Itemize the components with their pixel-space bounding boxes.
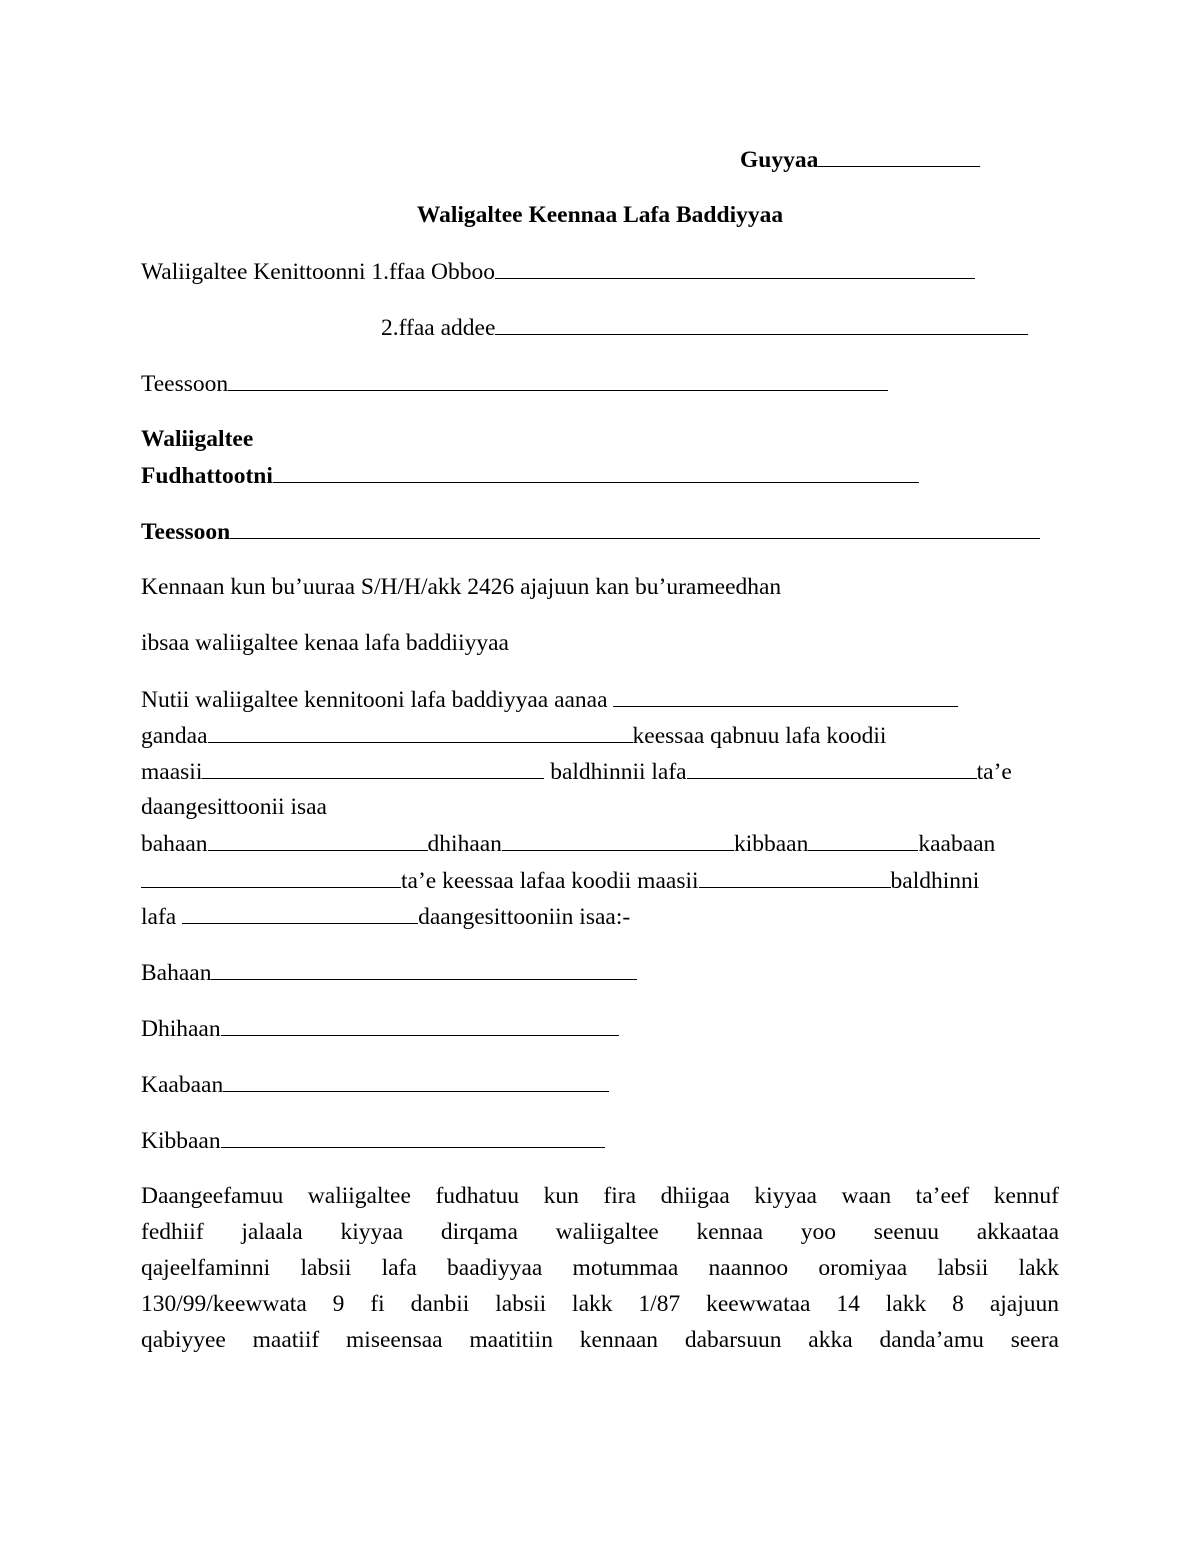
closing-word: qabiyyee bbox=[141, 1327, 226, 1353]
parcel-code-blank bbox=[202, 757, 544, 779]
district-blank bbox=[613, 685, 958, 707]
east-blank bbox=[208, 829, 428, 851]
date-label: Guyyaa bbox=[740, 147, 819, 173]
land-size-blank-2 bbox=[182, 902, 418, 924]
closing-line-3: qajeelfaminni labsii lafa baadiyyaa motummaa naannoo oromiyaa labsii lakk bbox=[141, 1255, 1059, 1281]
intro-line-2: ibsaa waliigaltee kenaa lafa baddiiyyaa bbox=[141, 630, 509, 656]
desc-line-3 bbox=[141, 757, 1012, 786]
desc-text: ta’e keessaa lafaa koodii maasii bbox=[401, 868, 699, 894]
giver-address-line bbox=[141, 369, 888, 398]
giver-line bbox=[141, 257, 975, 286]
kebele-blank bbox=[208, 721, 633, 743]
boundary-south-line bbox=[141, 1126, 605, 1155]
north-blank bbox=[141, 866, 401, 888]
boundary-north-blank bbox=[223, 1070, 609, 1092]
giver-label: Waliigaltee Kenittoonni 1.ffaa Obboo bbox=[141, 259, 495, 285]
desc-line-6 bbox=[141, 866, 979, 895]
desc-line-7 bbox=[141, 902, 630, 931]
closing-word: maatiif bbox=[252, 1327, 320, 1353]
desc-text: dhihaan bbox=[427, 831, 502, 857]
desc-text: maasii bbox=[141, 759, 203, 785]
boundary-west-blank bbox=[221, 1014, 619, 1036]
boundary-east-blank bbox=[211, 958, 637, 980]
boundary-east-line bbox=[141, 958, 637, 987]
second-giver-label: 2.ffaa addee bbox=[381, 315, 496, 341]
desc-line-1 bbox=[141, 685, 958, 714]
second-giver-line bbox=[381, 313, 1028, 342]
desc-text: bahaan bbox=[141, 831, 208, 857]
document-title: Waligaltee Keennaa Lafa Baddiyyaa bbox=[416, 202, 784, 228]
boundary-south-blank bbox=[221, 1126, 605, 1148]
closing-line-1: Daangeefamuu waliigaltee fudhatuu kun fira dhiigaa kiyyaa waan ta’eef kennuf bbox=[141, 1183, 1059, 1209]
desc-line-4: daangesittoonii isaa bbox=[141, 794, 327, 820]
closing-word: miseensaa bbox=[346, 1327, 443, 1353]
closing-word: akka bbox=[808, 1327, 853, 1353]
boundary-west-label: Dhihaan bbox=[141, 1016, 221, 1042]
desc-line-2 bbox=[141, 721, 886, 750]
desc-text: lafa bbox=[141, 904, 183, 930]
closing-word: danda’amu bbox=[879, 1327, 984, 1353]
receiver-address-line bbox=[141, 517, 1040, 546]
desc-text: Nutii waliigaltee kennitooni lafa baddiyyaa aanaa bbox=[141, 687, 614, 713]
second-giver-blank bbox=[495, 313, 1028, 335]
giver-address-label: Teessoon bbox=[141, 371, 229, 397]
intro-line-1: Kennaan kun bu’uuraa S/H/H/akk 2426 ajajuun kan bu’urameedhan bbox=[141, 574, 782, 600]
desc-text: baldhinni bbox=[890, 868, 980, 894]
receiver-label: Fudhattootni bbox=[141, 463, 273, 489]
desc-text: daangesittooniin isaa:- bbox=[418, 904, 631, 930]
giver-blank bbox=[495, 257, 975, 279]
boundary-south-label: Kibbaan bbox=[141, 1128, 221, 1154]
parcel-code-blank-2 bbox=[699, 866, 891, 888]
desc-text: kibbaan bbox=[733, 831, 809, 857]
boundary-north-label: Kaabaan bbox=[141, 1072, 224, 1098]
land-size-blank bbox=[687, 757, 977, 779]
giver-address-blank bbox=[228, 369, 888, 391]
boundary-west-line bbox=[141, 1014, 619, 1043]
boundary-north-line bbox=[141, 1070, 609, 1099]
receiver-line bbox=[141, 461, 919, 490]
desc-text: baldhinnii lafa bbox=[544, 759, 687, 785]
closing-word: maatitiin bbox=[469, 1327, 553, 1353]
receiver-address-blank bbox=[230, 517, 1040, 539]
closing-line-5 bbox=[141, 1326, 1059, 1354]
receiver-blank bbox=[273, 461, 919, 483]
desc-line-5 bbox=[141, 829, 995, 858]
desc-text: gandaa bbox=[141, 723, 208, 749]
south-blank bbox=[808, 829, 918, 851]
date-line bbox=[740, 145, 980, 174]
west-blank bbox=[502, 829, 734, 851]
desc-text: keessaa qabnuu lafa koodii bbox=[632, 723, 887, 749]
receiver-label-line-1: Waliigaltee bbox=[141, 426, 254, 452]
closing-word: kennaan bbox=[579, 1327, 659, 1353]
closing-line-2: fedhiif jalaala kiyyaa dirqama waliigaltee kennaa yoo seenuu akkaataa bbox=[141, 1219, 1059, 1245]
receiver-address-label: Teessoon bbox=[141, 519, 231, 545]
desc-text: ta’e bbox=[976, 759, 1012, 785]
closing-word: dabarsuun bbox=[684, 1327, 782, 1353]
desc-text: kaabaan bbox=[918, 831, 996, 857]
boundary-east-label: Bahaan bbox=[141, 960, 212, 986]
closing-line-4: 130/99/keewwata 9 fi danbii labsii lakk 1/87 keewwataa 14 lakk 8 ajajuun bbox=[141, 1291, 1059, 1317]
date-blank bbox=[818, 145, 980, 167]
closing-word: seera bbox=[1010, 1327, 1059, 1353]
